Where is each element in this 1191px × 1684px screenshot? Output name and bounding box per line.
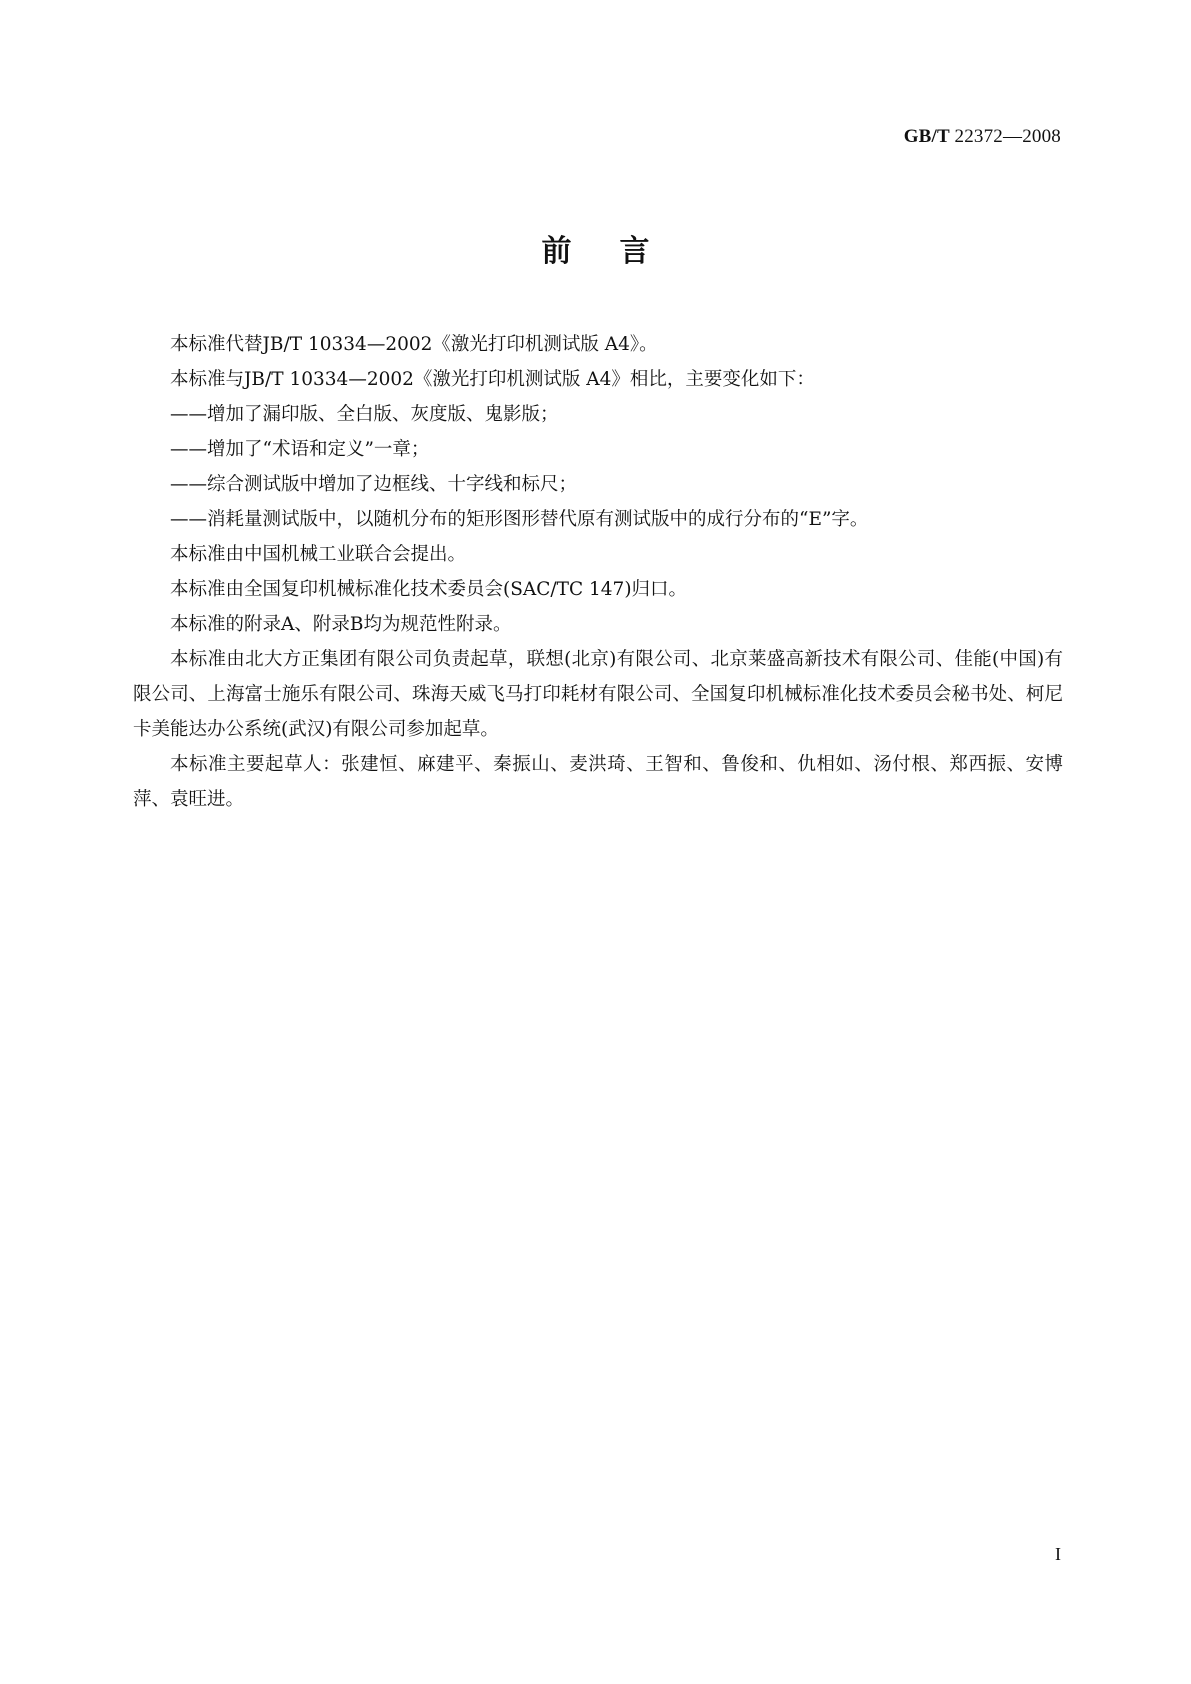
paragraph-committee: 本标准由全国复印机械标准化技术委员会(SAC/TC 147)归口。 [170, 579, 688, 600]
standard-code-number: 22372—2008 [954, 126, 1061, 147]
standard-code-prefix: GB/T [903, 126, 955, 147]
change-item: ——增加了“术语和定义”一章； [170, 439, 430, 460]
change-item: ——增加了漏印版、全白版、灰度版、鬼影版； [170, 404, 559, 425]
change-item: ——综合测试版中增加了边框线、十字线和标尺； [170, 474, 578, 495]
paragraph-drafting-orgs: 本标准由北大方正集团有限公司负责起草，联想(北京)有限公司、北京莱盛高新技术有限公司、佳能(中国)有限公司、上海富士施乐有限公司、珠海天威飞马打印耗材有限公司、全国复印机械标准化技术委员会秘书处、柯尼卡美能达办公系统(武汉)有限公司参加起草。 [133, 649, 1063, 740]
paragraph-proposer: 本标准由中国机械工业联合会提出。 [170, 544, 467, 565]
paragraph-replaces: 本标准代替JB/T 10334—2002《激光打印机测试版 A4》。 [170, 334, 658, 355]
paragraph-drafters: 本标准主要起草人：张建恒、麻建平、秦振山、麦洪琦、王智和、鲁俊和、仇相如、汤付根、郑西振、安博萍、袁旺进。 [133, 754, 1063, 810]
preface-body [133, 327, 1063, 817]
change-item: ——消耗量测试版中，以随机分布的矩形图形替代原有测试版中的成行分布的“E”字。 [170, 509, 869, 530]
page-title: 前言 [541, 234, 698, 269]
paragraph-annexes: 本标准的附录A、附录B均为规范性附录。 [170, 614, 512, 635]
standard-code [904, 126, 1061, 148]
page-number: I [1055, 1544, 1061, 1564]
paragraph-changes-intro: 本标准与JB/T 10334—2002《激光打印机测试版 A4》相比，主要变化如下： [170, 369, 815, 390]
